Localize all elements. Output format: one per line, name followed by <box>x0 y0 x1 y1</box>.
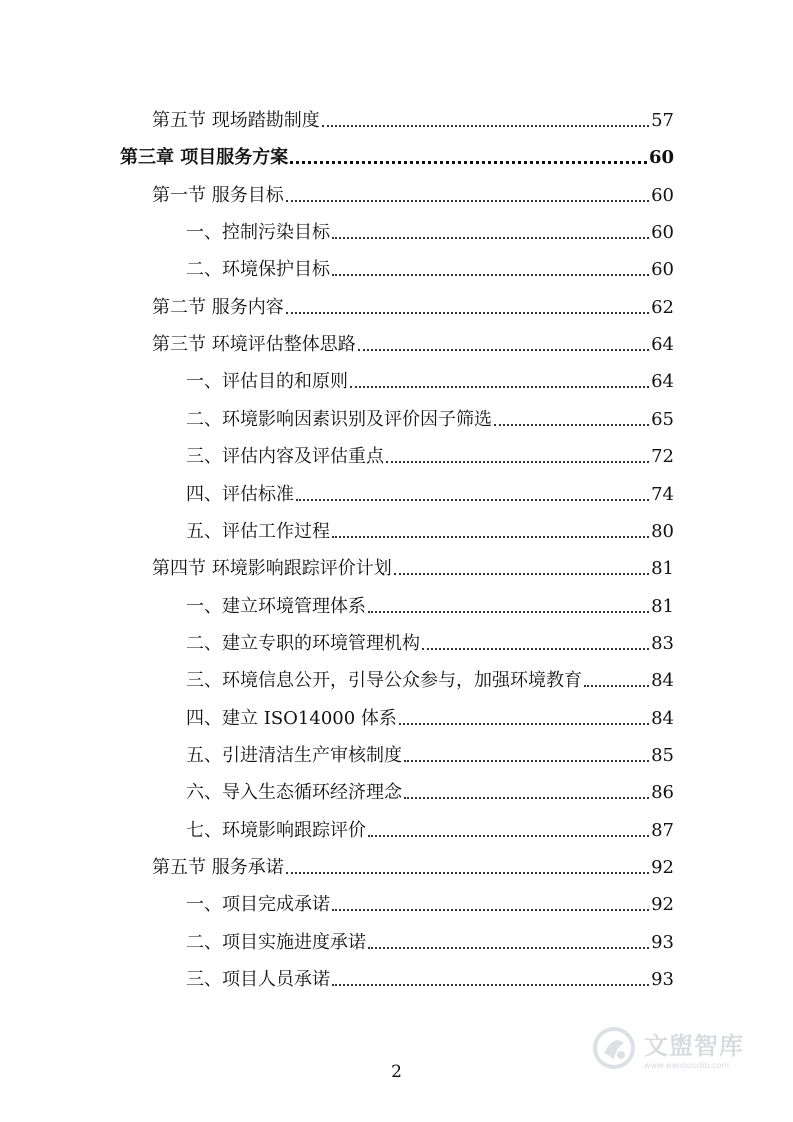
toc-entry-page: 83 <box>651 632 674 654</box>
toc-entry-label: 一、建立环境管理体系 <box>186 595 366 617</box>
toc-entry[interactable] <box>152 289 674 319</box>
toc-entry[interactable] <box>186 251 674 281</box>
toc-entry-label: 第三章 项目服务方案 <box>120 147 289 169</box>
dot-leader <box>296 499 649 501</box>
toc-chapter-entry[interactable] <box>120 139 674 169</box>
watermark-name: 文盥智库 <box>644 1032 744 1060</box>
toc-entry-label: 三、环境信息公开，引导公众参与，加强环境教育 <box>186 670 582 692</box>
dot-leader <box>368 835 649 837</box>
watermark-url: www.wendoudib.com <box>644 1061 730 1070</box>
toc-entry-label: 七、环境影响跟踪评价 <box>186 819 366 841</box>
toc-entry-label: 五、引进清洁生产审核制度 <box>186 744 402 766</box>
dot-leader <box>286 872 649 874</box>
toc-entry-page: 57 <box>651 110 674 131</box>
toc-entry[interactable] <box>186 812 674 842</box>
toc-entry[interactable] <box>186 513 674 543</box>
toc-entry-label: 二、环境影响因素识别及评价因子筛选 <box>186 408 492 430</box>
dot-leader <box>332 237 649 239</box>
toc-entry-label: 四、评估标准 <box>186 483 294 505</box>
toc-entry-page: 60 <box>651 259 674 281</box>
dot-leader <box>394 573 649 575</box>
dot-leader <box>290 161 647 164</box>
toc-entry[interactable] <box>186 737 674 767</box>
page-number: 2 <box>391 1062 402 1082</box>
toc-entry-page: 60 <box>651 184 674 206</box>
toc-entry-page: 64 <box>651 334 674 356</box>
toc-entry-label: 一、项目完成承诺 <box>186 894 330 916</box>
toc-entry[interactable] <box>186 886 674 916</box>
dot-leader <box>286 200 649 202</box>
dot-leader <box>422 648 649 650</box>
toc-entry-page: 80 <box>651 520 674 542</box>
toc-entry[interactable] <box>186 476 674 506</box>
toc-entry[interactable] <box>152 550 674 580</box>
toc-entry[interactable] <box>152 849 674 879</box>
toc-entry-label: 二、建立专职的环境管理机构 <box>186 632 420 654</box>
dot-leader <box>332 909 649 911</box>
toc-entry-page: 93 <box>651 969 674 991</box>
toc-entry-label: 四、建立 ISO14000 体系 <box>186 707 397 729</box>
toc-entry-page: 84 <box>651 670 674 692</box>
toc-entry-page: 72 <box>651 446 674 468</box>
dot-leader <box>332 984 649 986</box>
dot-leader <box>494 424 649 426</box>
toc-entry-label: 一、评估目的和原则 <box>186 371 348 393</box>
toc-entry-label: 第一节 服务目标 <box>152 184 284 206</box>
toc-entry-page: 92 <box>651 857 674 878</box>
toc-entry[interactable] <box>186 438 674 468</box>
toc-entry-label: 第二节 服务内容 <box>152 296 284 318</box>
toc-entry-page: 60 <box>651 222 674 244</box>
dot-leader <box>286 312 649 314</box>
dot-leader <box>404 797 649 799</box>
toc-entry-label: 五、评估工作过程 <box>186 520 330 542</box>
watermark <box>592 1020 762 1076</box>
toc-entry-page: 93 <box>651 931 674 953</box>
toc-entry-label: 二、项目实施进度承诺 <box>186 931 366 953</box>
toc-entry[interactable] <box>186 961 674 991</box>
toc-entry[interactable] <box>186 774 674 804</box>
toc-entry[interactable] <box>186 625 674 655</box>
toc-entry[interactable] <box>152 102 674 132</box>
dot-leader <box>404 760 649 762</box>
toc-entry-page: 81 <box>651 595 674 617</box>
toc-entry[interactable] <box>186 588 674 618</box>
toc-entry[interactable] <box>186 700 674 730</box>
dot-leader <box>368 947 649 949</box>
toc-entry-label: 二、环境保护目标 <box>186 259 330 281</box>
toc-entry-page: 85 <box>651 744 674 766</box>
toc-entry-label: 六、导入生态循环经济理念 <box>186 782 402 804</box>
toc-entry-page: 74 <box>651 483 674 505</box>
dot-leader <box>350 386 649 388</box>
dot-leader <box>399 723 649 725</box>
toc-entry-label: 三、项目人员承诺 <box>186 969 330 991</box>
toc-entry[interactable] <box>186 662 674 692</box>
toc-entry[interactable] <box>186 214 674 244</box>
dot-leader <box>332 274 649 276</box>
toc-entry[interactable] <box>186 924 674 954</box>
toc-entry-page: 81 <box>651 558 674 580</box>
dot-leader <box>358 349 649 351</box>
toc-entry-label: 第三节 环境评估整体思路 <box>152 334 356 356</box>
toc-entry-page: 64 <box>651 371 674 393</box>
dot-leader <box>332 536 649 538</box>
dot-leader <box>584 685 649 687</box>
toc-entry-page: 87 <box>651 819 674 841</box>
toc-entry[interactable] <box>152 177 674 207</box>
toc-entry-label: 第五节 现场踏勘制度 <box>152 110 320 131</box>
toc-entry-label: 第五节 服务承诺 <box>152 857 284 878</box>
toc-entry-label: 三、评估内容及评估重点 <box>186 446 384 468</box>
toc-entry-page: 92 <box>651 894 674 916</box>
toc-entry-page: 86 <box>651 782 674 804</box>
dot-leader <box>386 461 649 463</box>
dot-leader <box>322 125 649 127</box>
toc-entry-label: 一、控制污染目标 <box>186 222 330 244</box>
dot-leader <box>368 611 649 613</box>
wendou-logo-icon <box>592 1026 636 1070</box>
toc-entry-label: 第四节 环境影响跟踪评价计划 <box>152 558 392 580</box>
toc-entry-page: 84 <box>651 707 674 729</box>
toc-entry-page: 60 <box>648 147 674 169</box>
toc-entry[interactable] <box>186 401 674 431</box>
toc-entry-page: 65 <box>651 408 674 430</box>
toc-entry[interactable] <box>186 363 674 393</box>
toc-entry-page: 62 <box>651 296 674 318</box>
toc-entry[interactable] <box>152 326 674 356</box>
